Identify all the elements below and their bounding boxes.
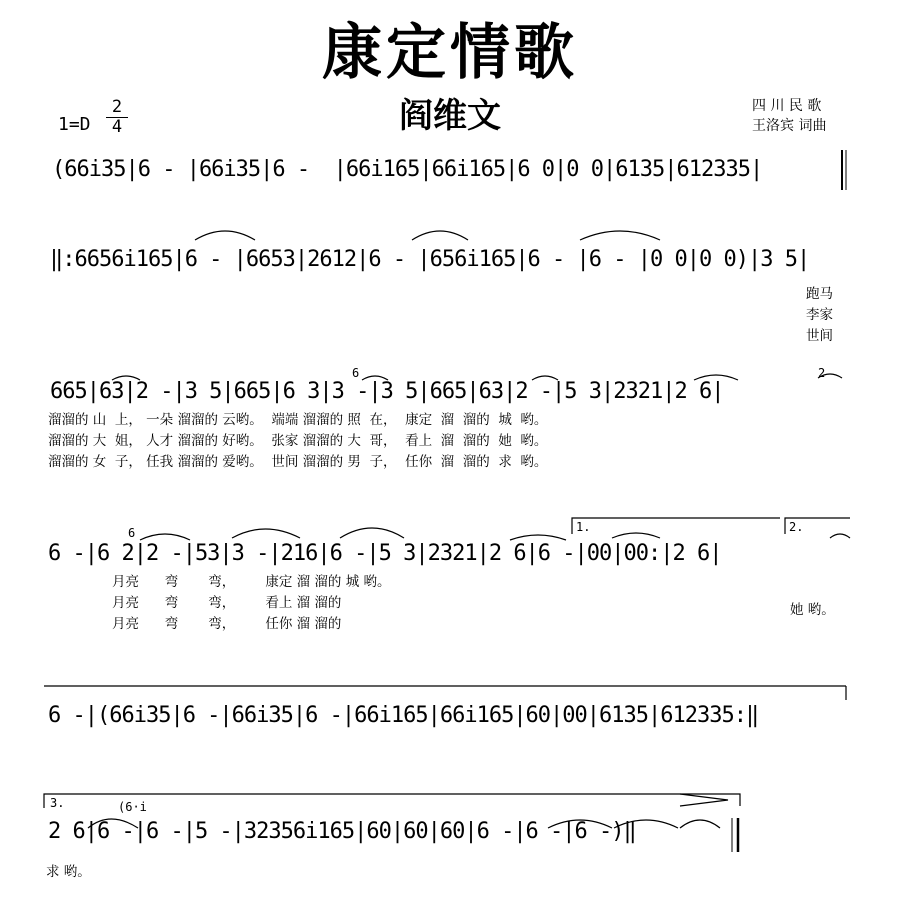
arranger-name: 阎维文 [399, 96, 501, 136]
lyric-line-4-ending: 她 哟。 [790, 602, 835, 618]
meter-numerator: 2 [111, 97, 123, 117]
first-ending-label: 1. [576, 520, 591, 534]
score-line-3: 665|63|2 -|3 5|665|6 3|3 -|3 5|665|63|2 -|5 3|2321|2 6| [50, 379, 724, 404]
grace-note-2: 2 [818, 366, 826, 380]
credit-origin: 四 川 民 歌 [752, 98, 822, 114]
verse-start-1: 跑马 [806, 286, 833, 302]
key-signature: 1=D [58, 114, 91, 135]
credit-lyricist: 王洛宾 词曲 [752, 118, 827, 134]
score-line-2: ‖:6656i165|6 - |6653|2612|6 - |656i165|6 - |6 - |0 0|0 0)|3 5| [50, 247, 810, 272]
verse-start-3: 世间 [806, 328, 833, 344]
third-ending-label: 3. [50, 796, 65, 810]
meter-denominator: 4 [106, 117, 128, 137]
grace-notes-6-i: (6·i [118, 800, 147, 814]
grace-note-6: 6 [352, 366, 360, 380]
lyric-line-4-verse-2: 月亮 弯 弯， 看上 溜 溜的 [112, 595, 342, 611]
song-title: 康定情歌 [322, 18, 578, 88]
score-line-5: 6 -|(66i35|6 -|66i35|6 -|66i165|66i165|60|00|6135|612335:‖ [48, 703, 759, 728]
verse-start-2: 李家 [806, 307, 833, 323]
lyric-line-4-verse-3: 月亮 弯 弯， 任你 溜 溜的 [112, 616, 342, 632]
lyric-line-4-verse-1: 月亮 弯 弯， 康定 溜 溜的 城 哟。 [112, 574, 391, 590]
score-line-1: (66i35|6 - |66i35|6 - |66i165|66i165|6 0|0 0|6135|612335| [52, 157, 763, 182]
second-ending-label: 2. [789, 520, 804, 534]
lyric-line-3-verse-2: 溜溜的 大 姐， 人才 溜溜的 好哟。 张家 溜溜的 大 哥， 看上 溜 溜的 她 哟。 [48, 433, 548, 449]
lyric-line-3-verse-3: 溜溜的 女 子， 任我 溜溜的 爱哟。 世间 溜溜的 男 子， 任你 溜 溜的 求 哟。 [48, 454, 548, 470]
lyric-line-3-verse-1: 溜溜的 山 上， 一朵 溜溜的 云哟。 端端 溜溜的 照 在， 康定 溜 溜的 城 哟。 [48, 412, 548, 428]
score-line-4: 6 -|6 2|2 -|53|3 -|216|6 -|5 3|2321|2 6|6 -|00|00:|2 6| [48, 541, 722, 566]
grace-note-6b: 6 [128, 526, 136, 540]
score-line-6: 2 6|6 -|6 -|5 -|32356i165|60|60|60|6 -|6 -|6 -)‖ [48, 819, 636, 844]
lyric-line-6: 求 哟。 [46, 864, 91, 880]
